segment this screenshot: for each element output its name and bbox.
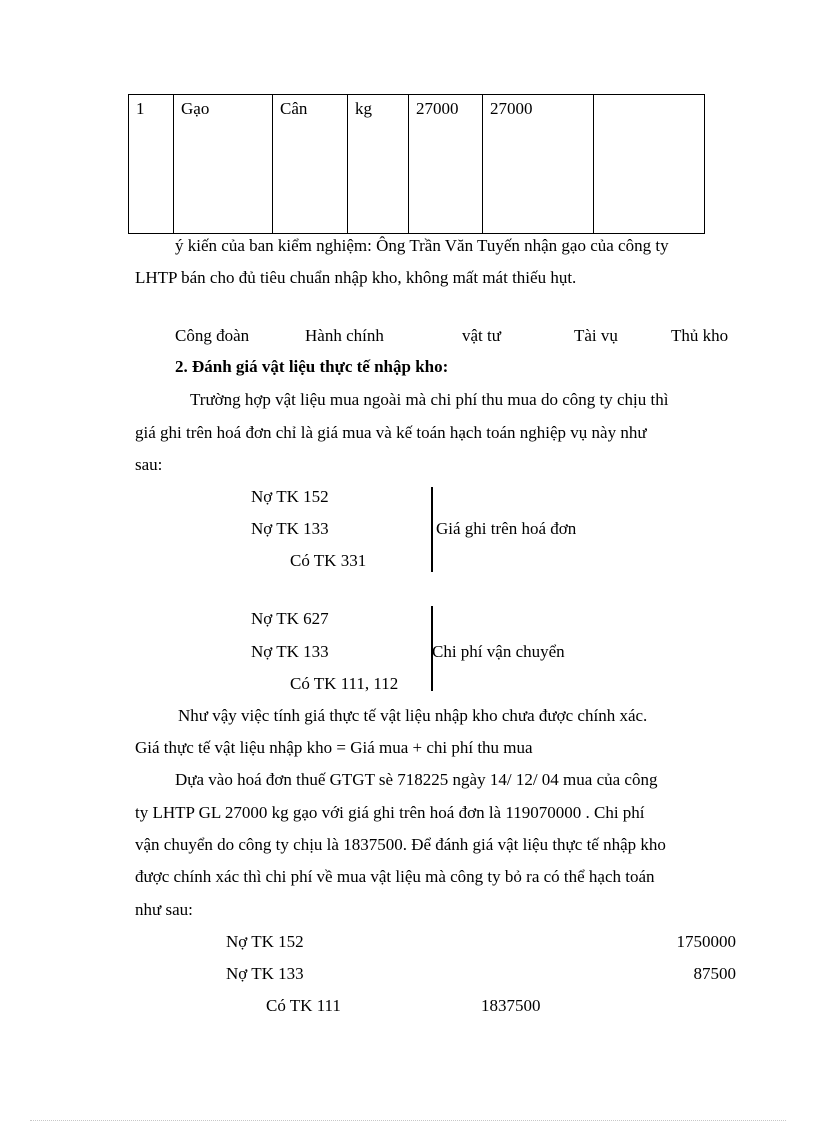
entry3-row3-label: Có TK 111 bbox=[266, 996, 341, 1015]
page-bottom-rule bbox=[30, 1120, 786, 1121]
entry1-note: Giá ghi trên hoá đơn bbox=[436, 519, 577, 538]
entry3-row1-label: Nợ TK 152 bbox=[226, 932, 304, 951]
table-cell-stt: 1 bbox=[129, 95, 174, 234]
table-cell-name: Gạo bbox=[174, 95, 273, 234]
para2-line3: sau: bbox=[135, 455, 163, 474]
entry1-credit: Có TK 331 bbox=[290, 551, 367, 570]
para4-line4: được chính xác thì chi phí về mua vật liệu mà công ty bỏ ra có thể hạch toán bbox=[135, 867, 655, 886]
para4-line1: Dựa vào hoá đơn thuế GTGT sè 718225 ngày 14/ 12/ 04 mua của công bbox=[175, 770, 658, 789]
table-cell-note bbox=[594, 95, 705, 234]
signature-hanh-chinh: Hành chính bbox=[305, 326, 384, 345]
signature-tai-vu: Tài vụ bbox=[574, 326, 618, 345]
section-heading: 2. Đánh giá vật liệu thực tế nhập kho: bbox=[175, 357, 449, 376]
table-cell-method: Cân bbox=[273, 95, 348, 234]
inventory-table bbox=[128, 94, 705, 234]
para4-line2: ty LHTP GL 27000 kg gạo với giá ghi trên hoá đơn là 119070000 . Chi phí bbox=[135, 803, 645, 822]
table-row bbox=[129, 95, 705, 234]
signature-cong-doan: Công đoàn bbox=[175, 326, 250, 345]
entry2-credit: Có TK 111, 112 bbox=[290, 674, 399, 693]
para1-line2: LHTP bán cho đủ tiêu chuẩn nhập kho, không mất mát thiếu hụt. bbox=[135, 268, 577, 287]
entry3-row1-amount: 1750000 bbox=[676, 932, 736, 951]
entry1-debit1: Nợ TK 152 bbox=[251, 487, 329, 506]
entry3-row2-amount: 87500 bbox=[693, 964, 736, 983]
para2-line2: giá ghi trên hoá đơn chỉ là giá mua và kế toán hạch toán nghiệp vụ này như bbox=[135, 423, 647, 442]
entry1-debit2: Nợ TK 133 bbox=[251, 519, 329, 538]
entry2-debit1: Nợ TK 627 bbox=[251, 609, 329, 628]
entry3-row3-amount: 1837500 bbox=[481, 996, 541, 1015]
para3-line2: Giá thực tế vật liệu nhập kho = Giá mua + chi phí thu mua bbox=[135, 738, 533, 757]
para4-line5: như sau: bbox=[135, 900, 193, 919]
table-cell-unit: kg bbox=[348, 95, 409, 234]
para1-line1: ý kiến của ban kiểm nghiệm: Ông Trần Văn Tuyến nhận gạo của công ty bbox=[175, 236, 669, 255]
signature-thu-kho: Thủ kho bbox=[671, 326, 729, 345]
table-cell-qty-actual: 27000 bbox=[483, 95, 594, 234]
para2-line1: Trường hợp vật liệu mua ngoài mà chi phí thu mua do công ty chịu thì bbox=[190, 390, 669, 409]
entry3-row2-label: Nợ TK 133 bbox=[226, 964, 304, 983]
entry2-note: Chi phí vận chuyển bbox=[432, 642, 565, 661]
entry2-debit2: Nợ TK 133 bbox=[251, 642, 329, 661]
para4-line3: vận chuyển do công ty chịu là 1837500. Để đánh giá vật liệu thực tế nhập kho bbox=[135, 835, 666, 854]
table-cell-qty-doc: 27000 bbox=[409, 95, 483, 234]
para3-line1: Như vậy việc tính giá thực tế vật liệu nhập kho chưa được chính xác. bbox=[178, 706, 648, 725]
signature-vat-tu: vật tư bbox=[462, 326, 501, 345]
entry1-divider bbox=[431, 487, 433, 572]
